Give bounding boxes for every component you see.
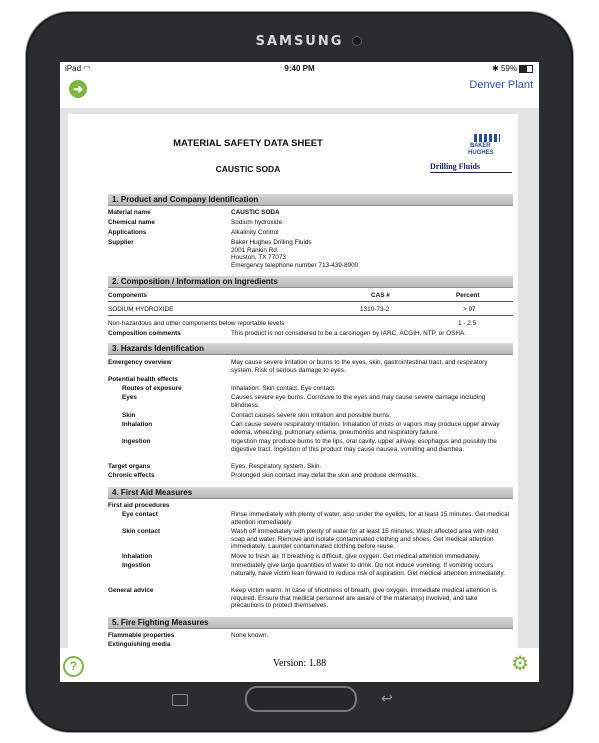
section-heading: 5. Fire Fighting Measures [108,617,513,629]
bottom-toolbar [60,648,539,682]
gear-icon[interactable]: ⚙ [511,653,529,675]
nav-title[interactable]: Denver Plant [469,79,533,91]
battery-percent: 59% [500,64,517,73]
baker-hughes-logo: BAKER HUGHES Drilling Fluids [462,134,518,174]
section-heading: 2. Composition / Information on Ingredients [108,276,513,288]
status-time: 9:40 PM [284,64,315,73]
help-icon[interactable]: ? [63,656,84,677]
device-brand: SAMSUNG [255,34,344,49]
document-viewer[interactable] [60,108,539,648]
section-heading: 3. Hazards Identification [108,343,513,355]
carrier-label: iPad [65,64,82,73]
status-bar [60,62,539,76]
section-heading: 4. First Aid Measures [108,487,513,499]
version-label: Version: 1.88 [272,658,327,669]
table-row: SODIUM HYDROXIDE 1310-73-2 > 97 [108,306,513,316]
back-key-icon[interactable]: ↩ [381,690,393,706]
section-heading: 1. Product and Company Identification [108,194,513,206]
wifi-icon: ◠ [83,64,91,73]
app-screen [60,62,539,682]
tablet-frame [26,12,573,732]
logo-mark [474,134,500,142]
home-button[interactable] [245,686,357,712]
battery-icon [519,65,533,73]
front-camera [352,36,362,46]
document-subtitle: CAUSTIC SODA [215,164,281,174]
nav-bar [60,76,539,108]
bluetooth-icon: ✱ [492,64,499,73]
table-header: Components CAS # Percent [108,292,513,302]
msds-document: MATERIAL SAFETY DATA SHEET CAUSTIC SODA BAKER HUGHES Drilling Fluids 1. Product and Company Identification Material name CAUSTIC SODA Chemical name Sodium hydroxide Applications Alkalinity Control Supplier Baker Hughes Drilling Fluids 2001 Rankin Rd. Houston, TX 77073 Emergency telephone number 713-439-8900 2. Composition / Information on Ingredients Components CAS # Percent SODIUM HYDROXIDE 1310-73-2 > 97 Non-hazardous and other components below reportable levels 1 - 2.5 Composition comments This product is not considered to be a carcinogen by IARC, ACGIH, NTP, or OSHA. 3. Hazards Identification Emergency overview May cause severe irritation or burns to the eyes, skin, gastrointestinal tract, and respiratory system. Risk of serious damage to eyes. Potential health effects Routes of exposure Inhalation. Skin contact. Eye contact. Eyes Causes severe eye burns. Corrosive to the eyes and may cause severe damage including blindness. Skin Contact causes severe skin irritation and possible burns. Inhalation Can cause severe respiratory irritation. Inhalation of mists or vapors may produce upper airway edema, wheezing, pulmonary edema, pneumonitis and respiratory failure. Ingestion Ingestion may produce burns to the lips, oral cavity, upper airway, esophagus and possibly the digestive tract. Ingestion of this product may cause nausea, vomiting and diarrhea. Target organs Eyes. Respiratory system. Skin. Chronic effects Prolonged skin contact may defat the skin and produce dermatitis. 4. First Aid Measures First aid procedures Eye contact Rinse immediately with plenty of water, also under the eyelids, for at least 15 minutes. Get medical attention immediately. Skin contact Wash off immediately with plenty of water for at least 15 minutes. Wash affected area with mild soap and water. Remove and isolate contaminated clothing and shoes. Get medical attention immediately. Launder contaminated clothing before reuse. Inhalation Move to fresh air. If breathing is difficult, give oxygen. Get medical attention immediately. Ingestion Immediately give large quantities of water to drink. Do not induce vomiting. If vomiting occurs naturally, have victim lean forward to reduce risk of aspiration. Get medical attention immediately. General advice Keep victim warm. In case of shortness of breath, give oxygen. Immediate medical attention is required. Ensure that medical personnel are aware of the material(s) involved, and take precautions to protect themselves. 5. Fire Fighting Measures Flammable properties None known. Extinguishing media [68,114,518,654]
recent-apps-key[interactable] [172,694,188,706]
document-title: MATERIAL SAFETY DATA SHEET [173,138,323,149]
back-arrow-icon[interactable]: ➜ [69,80,87,98]
